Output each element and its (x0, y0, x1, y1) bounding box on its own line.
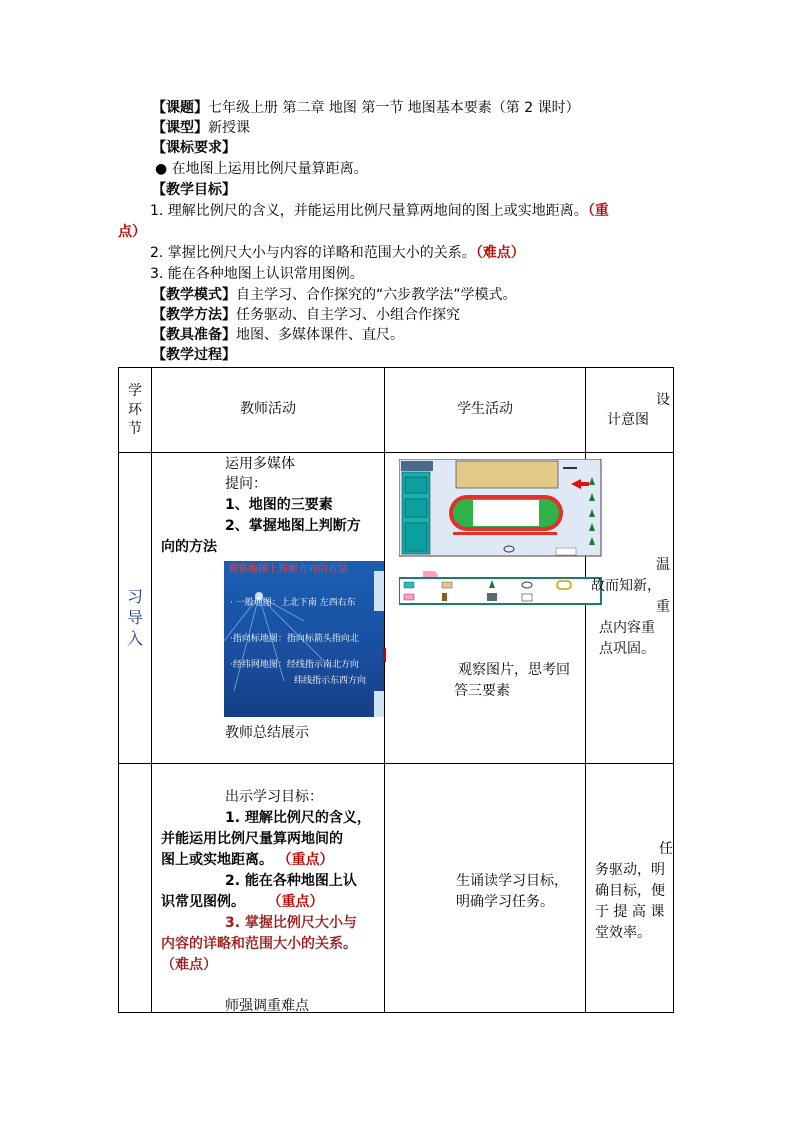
slide-item-4: 纬线指示东西方向 (294, 676, 367, 686)
topic-tag: 【课题】 (152, 100, 208, 116)
col-divider (151, 368, 152, 1012)
row2-t10: 师强调重难点 (225, 998, 309, 1014)
row2-i4: 于 提 高 课 (595, 904, 665, 920)
direction-slide (224, 561, 384, 717)
row2-t1: 出示学习目标： (225, 789, 323, 805)
row2-t8: 内容的详略和范围大小的关系。 (161, 936, 357, 952)
standard-req-text: 在地图上运用比例尺量算距离。 (167, 161, 368, 177)
slide-edge-mark (383, 648, 386, 662)
row2-t7: 3. 掌握比例尺大小与 (225, 915, 357, 931)
header-intent-b: 计意图 (607, 412, 649, 428)
row1-t3: 1、地图的三要素 (225, 497, 333, 513)
row2-t4: 图上或实地距离。 (161, 852, 273, 868)
col-divider (384, 368, 385, 1012)
bullet-icon: ● (155, 161, 168, 177)
objective-3: 3. 能在各种地图上认识常用图例。 (150, 266, 364, 282)
tools-text: 地图、多媒体课件、直尺。 (236, 327, 404, 343)
row2-i3: 确目标，便 (595, 883, 665, 899)
row-divider (119, 763, 673, 764)
lesson-type-tag: 【课型】 (152, 120, 208, 136)
tools-line (152, 325, 404, 345)
school-map-figure (399, 459, 603, 606)
process-table (118, 367, 674, 1013)
row2-t5: 2. 能在各种地图上认 (225, 873, 357, 889)
row1-t5: 向的方法 (161, 539, 217, 555)
header-teacher: 教师活动 (240, 401, 296, 417)
row1-i3: 重 (656, 599, 670, 615)
slide-item-1: · 一般地图：上北下南 左西右东 (230, 598, 356, 608)
row1-i4: 点内容重 (599, 620, 655, 636)
teaching-method-line (152, 305, 460, 325)
header-student: 学生活动 (457, 401, 513, 417)
tools-tag: 【教具准备】 (152, 327, 236, 343)
header-intent-a: 设 (656, 392, 670, 408)
row1-t6: 教师总结展示 (225, 725, 309, 741)
row2-i5: 堂效率。 (595, 925, 651, 941)
row1-i1: 温 (656, 557, 670, 573)
row2-i1: 任 (659, 841, 673, 857)
row1-stage: 习 导 入 (126, 587, 143, 648)
row2-t6: 识常见图例。 (161, 894, 245, 910)
lesson-type-line (152, 118, 250, 138)
row2-s2: 明确学习任务。 (456, 894, 554, 910)
objective-1-mark-cont: 点） (118, 224, 146, 240)
row2-t6-mark: （重点） (267, 894, 324, 910)
row2-t4-line (161, 850, 333, 871)
row2-t2: 1. 理解比例尺的含义， (225, 810, 371, 826)
standard-req-heading: 【课标要求】 (152, 140, 236, 156)
row2-t4-mark: （重点） (277, 852, 334, 868)
topic-text: 七年级上册 第二章 地图 第一节 地图基本要素（第 2 课时） (208, 100, 580, 116)
objective-2 (150, 243, 525, 263)
teaching-method-tag: 【教学方法】 (152, 307, 236, 323)
standard-req-item (155, 159, 368, 179)
row1-t2: 提问： (225, 476, 267, 492)
row1-t1: 运用多媒体 (225, 456, 295, 472)
slide-title: 观察地图上判断方向的方法 (228, 564, 348, 575)
row2-t9: （难点） (161, 957, 217, 973)
row1-s2: 答三要素 (454, 683, 510, 699)
teaching-mode-tag: 【教学模式】 (152, 287, 236, 303)
objectives-heading: 【教学目标】 (152, 182, 236, 198)
row1-t4: 2、掌握地图上判断方 (225, 518, 361, 534)
objective-1-text: 1. 理解比例尺的含义，并能运用比例尺量算两地间的图上或实地距离。 (150, 203, 588, 219)
header-stage: 学 环 节 (128, 383, 142, 437)
row2-t3: 并能运用比例尺量算两地间的 (161, 831, 343, 847)
teaching-method-text: 任务驱动、自主学习、小组合作探究 (236, 307, 460, 323)
objective-1 (150, 201, 609, 221)
teaching-mode-text: 自主学习、合作探究的“六步教学法”学模式。 (236, 287, 517, 303)
row2-s1: 生诵读学习目标， (456, 873, 568, 889)
lesson-type-text: 新授课 (208, 120, 250, 136)
row1-i2: 故而知新， (591, 578, 661, 594)
row1-s1: 观察图片，思考回 (458, 662, 570, 678)
objective-2-mark: （难点） (475, 245, 525, 261)
process-heading: 【教学过程】 (152, 347, 236, 363)
row1-i5: 点巩固。 (599, 641, 655, 657)
slide-item-2: ·指向标地图：指向标箭头指向北 (230, 634, 359, 644)
slide-item-3: ·经纬网地图：经线指示南北方向 (230, 660, 359, 670)
objective-2-text: 2. 掌握比例尺大小与内容的详略和范围大小的关系。 (150, 245, 476, 261)
row2-i2: 务驱动，明 (595, 862, 665, 878)
topic-line (152, 98, 580, 118)
objective-1-mark: （重 (587, 203, 609, 219)
row-divider (119, 452, 673, 453)
teaching-mode-line (152, 285, 517, 305)
row2-t6-line (161, 892, 323, 913)
